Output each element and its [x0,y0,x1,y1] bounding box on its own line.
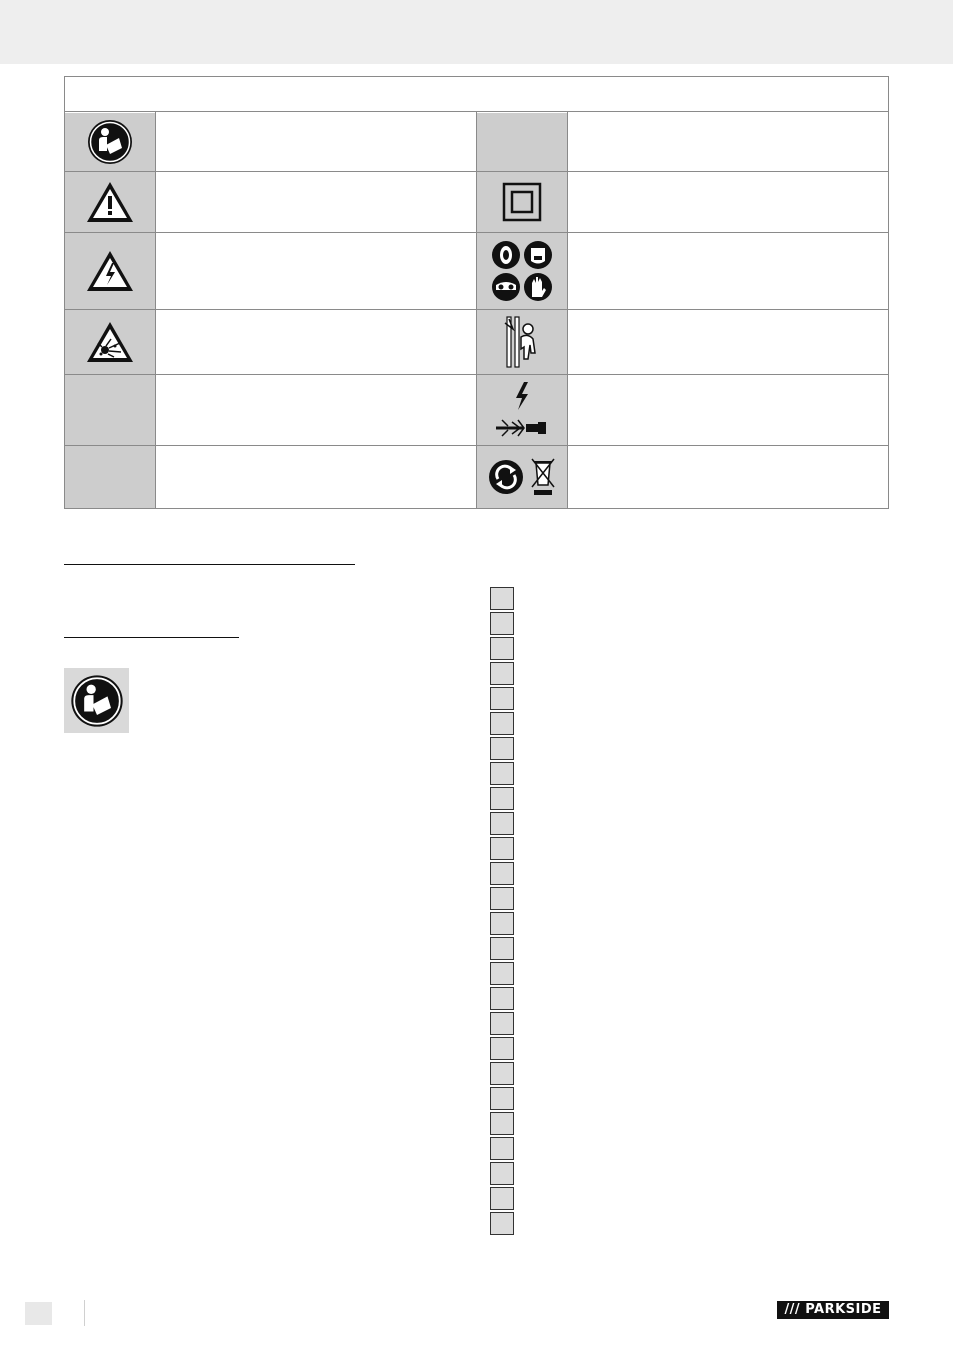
part-number-box [490,612,514,635]
page-number-badge [25,1302,52,1325]
part-number-box [490,762,514,785]
part-number-box [490,1012,514,1035]
legend-header [65,77,888,112]
protection-class-ii-icon [502,182,542,222]
part-number-box [490,687,514,710]
part-number-box [490,712,514,735]
part-number-box [490,862,514,885]
part-number-box [490,737,514,760]
protective-equipment-icon [491,239,553,303]
part-number-box [490,987,514,1010]
part-number-box [490,937,514,960]
part-number-box [490,662,514,685]
legend-cell-class-ii [477,172,567,232]
part-number-box [490,962,514,985]
legend-cell-electric [65,233,155,309]
part-number-box [490,787,514,810]
legend-cell-children [477,310,567,374]
legend-cell-read-manual [65,113,155,171]
footer-divider [84,1300,85,1326]
legend-cell-ppe [477,233,567,309]
part-number-box [490,887,514,910]
read-manual-badge [64,668,129,733]
symbol-legend-table [64,76,889,509]
legend-cell-blank-1 [65,375,155,445]
header-band [0,0,953,64]
legend-cell-explosion [65,310,155,374]
legend-cell-blank-2 [65,446,155,508]
read-manual-icon [86,118,134,166]
part-number-box [490,812,514,835]
part-number-box [490,1137,514,1160]
recycling-disposal-icon [488,457,556,497]
electric-shock-icon [84,248,136,294]
damaged-cable-icon [494,380,550,440]
keep-children-away-icon [501,315,543,369]
part-number-box [490,587,514,610]
explosion-hazard-icon [84,319,136,365]
parkside-logo: /// PARKSIDE [777,1301,889,1319]
legend-cell-recycling [477,446,567,508]
subsection-heading-underline [64,637,239,638]
part-number-box [490,1062,514,1085]
part-number-box [490,1112,514,1135]
part-number-box [490,1212,514,1235]
warning-triangle-icon [84,179,136,225]
legend-cell-cable [477,375,567,445]
part-number-box [490,912,514,935]
part-number-box [490,837,514,860]
part-number-box [490,1037,514,1060]
section-heading-underline [64,564,355,565]
read-manual-icon [69,673,125,729]
part-number-box [490,637,514,660]
part-number-box [490,1187,514,1210]
legend-cell-blank-3 [477,113,567,171]
legend-cell-warning [65,172,155,232]
part-number-box [490,1162,514,1185]
part-number-box [490,1087,514,1110]
